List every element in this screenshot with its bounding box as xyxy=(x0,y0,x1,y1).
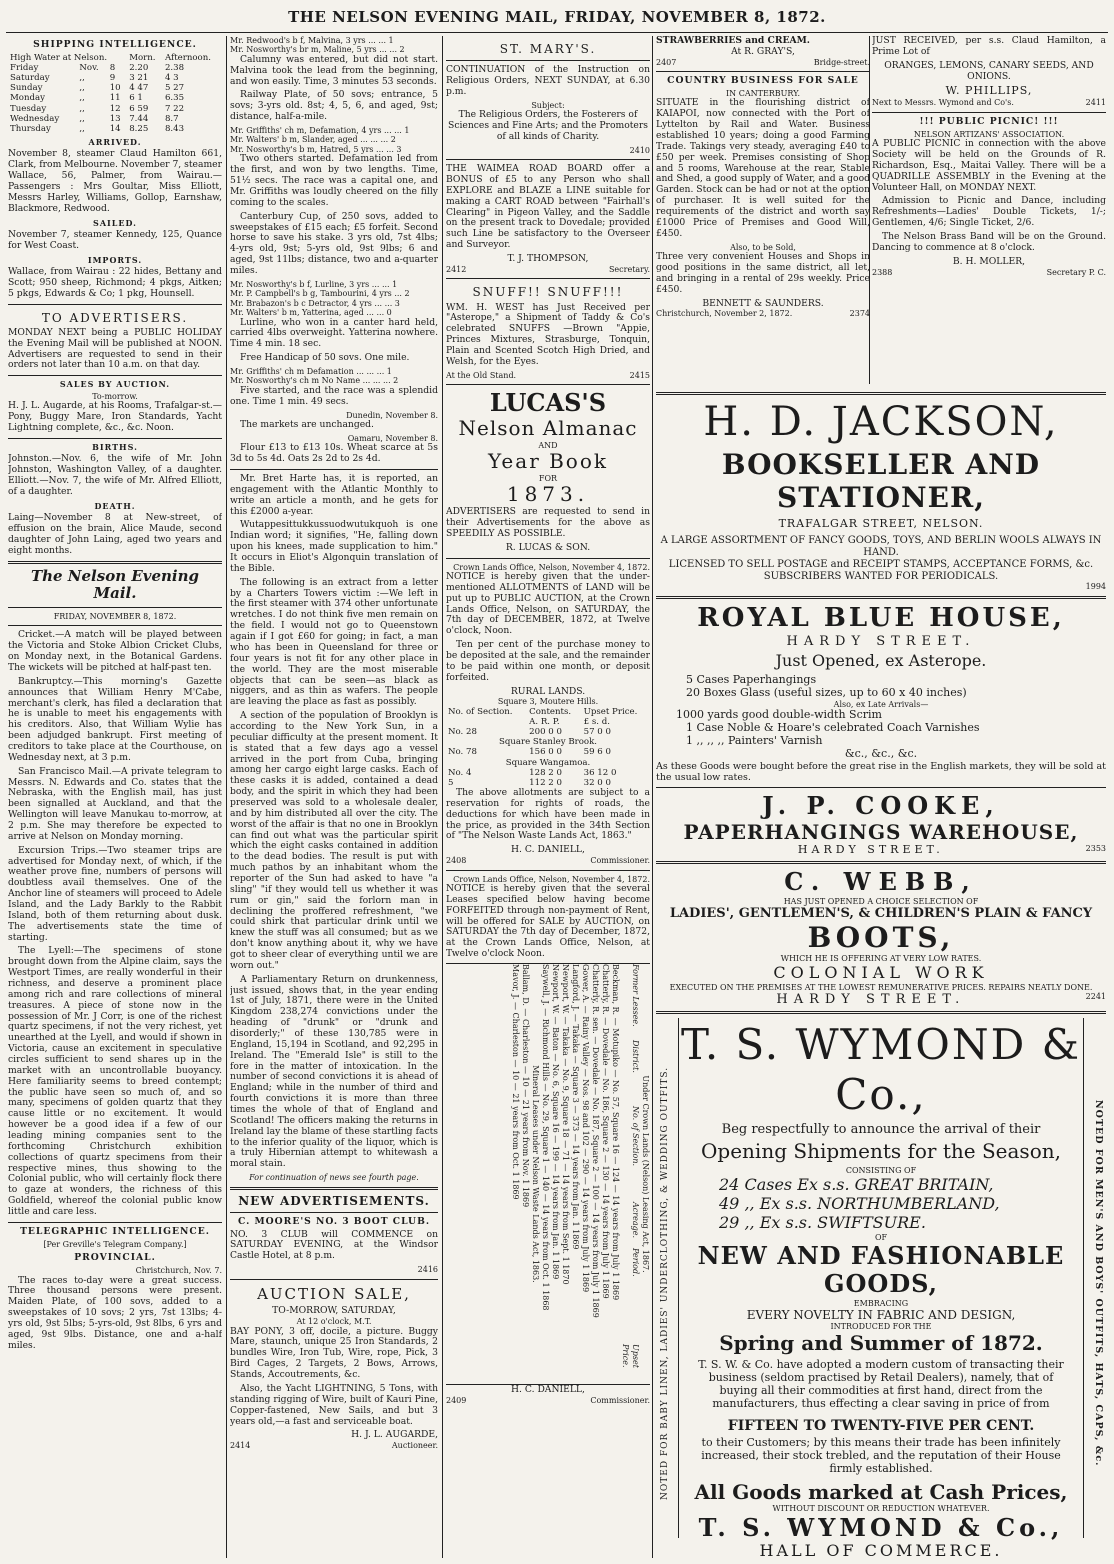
dateline: Dunedin, November 8. xyxy=(346,410,438,420)
imports-heading: IMPORTS. xyxy=(87,254,143,265)
business-signature: BENNETT & SAUNDERS. xyxy=(702,297,824,309)
auction-time: At 12 o'clock, M.T. xyxy=(296,1317,372,1327)
wymond-text: Opening Shipments for the Season, xyxy=(701,1138,1061,1163)
telegraphic-sub: [Per Greville's Telegram Company.] xyxy=(43,1239,187,1249)
news-paragraph: The races to-day were a great success. Three thousand persons were present. Maiden Plate, of 100 sovs, added to a sweepstakes of 10 sovs; 2 yrs, 7st 13lbs; 4-yrs old, 9st 5lbs; 5-yrs-old, 9st 8lbs, 6 yrs and aged, 9st 9lbs. Distance, one and a-half miles. xyxy=(8,1274,222,1351)
royal-sub: HARDY STREET. xyxy=(786,633,976,649)
st-marys-heading: ST. MARY'S. xyxy=(499,42,597,56)
waimea-signature: T. J. THOMPSON, xyxy=(507,253,589,265)
paper-title: The Nelson Evening Mail. xyxy=(30,566,200,603)
news-paragraph: Wutappesittukkussuodwutukquoh is one Indian word; it signifies, "He, falling down upon his knees, made supplication to him." It occurs in Eliot's Algonquin translation of the Bible. xyxy=(230,519,438,574)
phillips-items: ORANGES, LEMONS, CANARY SEEDS, AND ONIONS. xyxy=(884,59,1094,82)
business-text: SITUATE in the flourishing district of KAIAPOI, now connected with the Port of Lyttelton by Rail and Water. Business established 10 years; doing a good Farming Trade. Takings very steady, averaging £40 to £50 per week. Premises consisting of Shop and 5 rooms, Warehouse at the rear, Stable and Shed, a good supply of Water, and a good Garden. Stock can be had or not at the option of purchaser. It is well suited for the requirements of the district and worth say £1000 Price of Premises and Good Will, £450. xyxy=(656,97,870,239)
royal-item: Also, ex Late Arrivals— xyxy=(833,699,929,709)
land-table: No. of Section. Contents. Upset Price. A. R. P. £ s. d. No. 28 200 0 0 57 0 0 Square Stanley Brook. No. 78 156 0 0 59 6 0 Square Wangamoa. No. 4 128 2 0 36 12 0 5 112 2 0 32 0 0 xyxy=(446,707,650,788)
lucas-text: ADVERTISERS are requested to send in their Advertisements for the above as SPEEDILY AS POSSIBLE. xyxy=(446,506,650,539)
crown-lands-text: NOTICE is hereby given that the several Leases specified below having become FORFEITED through non-payment of Rent, will be offered for SALE by AUCTION, on SATURDAY the 7th day of December, 1872, at the Crown Lands Office, Nelson, at Twelve o'clock Noon. xyxy=(446,883,650,960)
table-row: Saywell, J. — Richmond Hills — No. 29, Square 1 — 140 — 14 years from Oct. 1 1868 xyxy=(541,964,550,1311)
st-marys-text: The Religious Orders, the Fosterers of Sciences and Fine Arts; and the Promoters of all kinds of Charity. xyxy=(448,109,648,142)
rural-heading: RURAL LANDS. xyxy=(510,685,586,697)
webb-text: COLONIAL WORK xyxy=(773,962,989,982)
column-4 xyxy=(656,36,870,384)
race-result: Mr. Nosworthy's b f, Lurline, 3 yrs ... ... 1 xyxy=(230,279,398,289)
race-result: Mr. Brabazon's b c Detractor, 4 yrs ... ... 3 xyxy=(230,298,400,308)
wymond-text: Beg respectfully to announce the arrival of their xyxy=(721,1121,1041,1137)
news-paragraph: Five started, and the race was a splendid one. Time 1 min. 49 secs. xyxy=(230,384,438,407)
jackson-text: LICENSED TO SELL POSTAGE and RECEIPT STAMPS, ACCEPTANCE FORMS, &c. SUBSCRIBERS WANTED FOR PERIODICALS. xyxy=(668,558,1094,582)
table-row: Monday ,, 11 6 1 6.35 xyxy=(10,93,185,104)
wymond-text: T. S. W. & Co. have adopted a modern custom of transacting their business (seldom practised by Retail Dealers), namely, that of buying all their commodities at first hand, direct from the manufacturers, thus effecting a clear saving in price of from xyxy=(698,1358,1064,1411)
sales-sub: To-morrow. xyxy=(92,391,138,401)
news-paragraph: Railway Plate, of 50 sovs; entrance, 5 sovs; 3-yrs old. 8st; 4, 5, 6, and aged, 9st; distance, half-a-mile. xyxy=(230,89,438,123)
table-row: Gower, A. — Rainy Valley — Nos. 98 and 102 — 290 — 14 years from July 1 1869 xyxy=(581,964,590,1293)
snuff-text: WM. H. WEST has Just Received per "Asterope," a Shipment of Taddy & Co's celebrated SNUFFS —Brown "Appie, Princes Mixtures, Strasburge, Tonquin, Plain and Scented Scotch High Dried, and Welsh, for the Eyes. xyxy=(446,301,650,367)
wymond-shipment: 24 Cases Ex s.s. GREAT BRITAIN, xyxy=(719,1174,994,1194)
auction-heading: AUCTION SALE, xyxy=(257,1284,411,1303)
wymond-shipment: 49 ,, Ex s.s. NORTHUMBERLAND, xyxy=(719,1193,1000,1213)
race-result: Mr. Nosworthy's ch m No Name ... ... ... 2 xyxy=(230,376,399,386)
news-paragraph: Lurline, who won in a canter hard held, carried 4lbs overweight. Yatterina nowhere. Time 4 min. 18 sec. xyxy=(230,316,438,350)
race-result: Mr. Griffiths' ch m Defamation ... ... ... 1 xyxy=(230,366,392,376)
news-paragraph: Canterbury Cup, of 250 sovs, added to sweepstakes of £15 each; £5 forfeit. Second horse to save his stake. 3 yrs old, 7st 4lbs; 4-yrs old, 9st; 5-yrs old, 9st 9lbs; 6 and aged, 9st 11lbs; distance, two and a-quarter miles. xyxy=(230,210,438,276)
royal-item: 1 ,, ,, ,, Painters' Varnish xyxy=(686,734,823,748)
sailed-heading: SAILED. xyxy=(93,217,137,228)
wymond-heading: T. S. WYMOND & Co., xyxy=(698,1512,1064,1542)
snuff-heading: SNUFF!! SNUFF!!! xyxy=(472,285,624,300)
column-rule xyxy=(652,36,653,1558)
boot-club-text: NO. 3 CLUB will COMMENCE on SATURDAY EVENING, at the Windsor Castle Hotel, at 8 p.m. xyxy=(230,1228,438,1262)
news-paragraph: Mr. Bret Harte has, it is reported, an engagement with the Atlantic Monthly to write an article a month, and he gets for this £2000 a-year. xyxy=(230,473,438,517)
royal-item: 20 Boxes Glass (useful sizes, up to 60 x 40 inches) xyxy=(686,685,967,699)
auction-role: Auctioneer. xyxy=(391,1441,438,1451)
webb-text: EXECUTED ON THE PREMISES AT THE LOWEST REMUNERATIVE PRICES. REPAIRS NEATLY DONE. xyxy=(669,982,1093,992)
arrived-heading: ARRIVED. xyxy=(88,136,142,147)
top-rule xyxy=(6,32,1108,33)
business-sub: IN CANTERBURY. xyxy=(726,89,800,99)
wymond-text: Spring and Summer of 1872. xyxy=(719,1330,1043,1355)
column-5 xyxy=(872,36,1106,384)
business-place: Christchurch, November 2, 1872. xyxy=(656,309,793,319)
phillips-signature: W. PHILLIPS, xyxy=(945,84,1033,98)
column-2 xyxy=(230,36,438,1558)
paper-date: FRIDAY, NOVEMBER 8, 1872. xyxy=(53,611,177,621)
advertisers-text: MONDAY NEXT being a PUBLIC HOLIDAY the Evening Mail will be published at NOON. Advertisers are requested to send in their orders not later than 10 a.m. on that day. xyxy=(8,326,222,371)
ad-number: 2241 xyxy=(1085,992,1106,1002)
webb-boots: BOOTS, xyxy=(807,921,955,955)
table-row: Wednesday ,, 13 7.44 8.7 xyxy=(10,113,179,124)
race-result: Mr. Nosworthy's b m, Hatred, 5 yrs ... ... 3 xyxy=(230,144,402,154)
news-paragraph: Excursion Trips.—Two steamer trips are advertised for Monday next, of which, if the weather prove fine, numbers of persons will doubtless avail themselves. One of the Anchor line of steamers will proceed to Adele Island, and the Lady Barkly to the Rabbit Island, both of them returning about dusk. The advertisements state the time of starting. xyxy=(8,844,222,943)
provincial-heading: PROVINCIAL. xyxy=(74,1252,156,1264)
cooke-sub: PAPERHANGINGS WAREHOUSE, xyxy=(683,819,1079,844)
phillips-address: Next to Messrs. Wymond and Co's. xyxy=(872,98,1014,108)
lease-caption: Under Crown Lands (Nelson) Leasing Act, 1867. xyxy=(641,1075,650,1273)
news-paragraph: Free Handicap of 50 sovs. One mile. xyxy=(240,352,410,364)
ad-number: 2388 xyxy=(872,267,893,277)
table-row: Thursday ,, 14 8.25 8.43 xyxy=(10,123,185,134)
square-heading: Square 3, Moutere Hills. xyxy=(497,697,599,707)
crown-lands-text: NOTICE is hereby given that the under-mentioned ALLOTMENTS of LAND will be put up to PUBLIC AUCTION, at the Crown Lands Office, Nelson, on SATURDAY, the 7th day of DECEMBER, 1872, at Twelve o'clock, Noon. xyxy=(446,570,650,637)
wymond-text: WITHOUT DISCOUNT OR REDUCTION WHATEVER. xyxy=(772,1504,990,1514)
picnic-role: Secretary P. C. xyxy=(1046,267,1106,277)
column-3 xyxy=(446,36,650,1558)
royal-item: 1 Case Noble & Hoare's celebrated Coach Varnishes xyxy=(686,721,980,735)
ad-number: 1994 xyxy=(1085,582,1106,592)
ad-number: 2416 xyxy=(417,1265,438,1275)
race-result: Mr. Nosworthy's br m, Maline, 5 yrs ... ... 2 xyxy=(230,45,405,55)
news-paragraph: The following is an extract from a letter by a Charters Towers victim :—We left in the first steamer with 374 other unfortunate wretches. I do not think five men remain on the field. I would not go to Queenstown again if I got £60 for going; in fact, a man who has been in Queensland for three or four years is not fit for any other place in the world. They are the most miserable objects that can be seen—as black as niggers, and as thin as wafers. The people are leaving the place as fast as possibly. xyxy=(230,576,438,708)
crown-signature: H. C. DANIELL, xyxy=(511,1384,585,1396)
wymond-heading: T. S. WYMOND & Co., xyxy=(680,1020,1081,1119)
wymond-shipment: 29 ,, Ex s.s. SWIFTSURE. xyxy=(719,1212,926,1232)
race-result: Mr. Walters' b m, Yatterina, aged ... ... 0 xyxy=(230,308,392,318)
ad-number: 2408 xyxy=(446,856,467,866)
lease-table: Under Crown Lands (Nelson) Leasing Act, 1867. Former Lessee. District. No. of Section. Acreage. Period. Upset Price. Beckman, R. — Motupiko — No. 57, Square 16 — 124 — 14 years from July 1 1869 Chatterly, R. — Dovedale — No. 186, Square 2 — 130 — 14 years from July 1 1869 Chatterly, R. sen. — Dovedale — No. 187, Square 2 — 100 — 14 years from July 1 1869 Gower, A. — Rainy Valley — Nos. 98 and 102 — 290 — 14 years from July 1 1869 Langford, J. — Takaka — Square 3 — 373 — 14 years from Jan. 1 1869 Newport, W. — Takaka — No. 9, Square 18 — 71 — 14 years from Sept. 1 1870 Newport, W. — Baton — No. 6, Square 16 — 199 — 14 years from Jan. 1 1869 Saywell, J. — Richmond Hills — No. 29, Square 1 — 140 — 14 years from Oct. 1 1868 Mineral Leases under Nelson Waste Lands Act, 1863. Ballam, D. — Charleston — 10 — 21 years from Nov. 1 1869 Mavor, J. — Charleston — 10 — 21 years from Oct. 1 1869 xyxy=(446,963,650,1385)
lucas-signature: R. LUCAS & SON. xyxy=(505,541,591,553)
news-paragraph: The markets are unchanged. xyxy=(240,419,374,431)
sailed-text: November 7, steamer Kennedy, 125, Quance for West Coast. xyxy=(8,229,222,251)
royal-text: As these Goods were bought before the great rise in the English markets, they will be sold at the usual low rates. xyxy=(656,760,1106,784)
masthead: THE NELSON EVENING MAIL, FRIDAY, NOVEMBER 8, 1872. xyxy=(288,8,826,26)
table-row: Chatterly, R. sen. — Dovedale — No. 187, Square 2 — 100 — 14 years from July 1 1869 xyxy=(591,964,600,1318)
square-heading: Square Stanley Brook. xyxy=(498,737,598,748)
auction-signature: H. J. L. AUGARDE, xyxy=(351,1429,438,1441)
sales-text: H. J. L. Augarde, at his Rooms, Trafalgar-st.— Pony, Buggy Mare, Iron Standards, Yacht Lightning complete, &c., &c. Noon. xyxy=(8,400,222,433)
business-also: Also, to be Sold, xyxy=(730,242,796,252)
wymond-ad xyxy=(656,1018,1106,1558)
table-row: 5 112 2 0 32 0 0 xyxy=(448,777,611,788)
race-result: Mr. Redwood's b f, Malvina, 3 yrs ... ... 1 xyxy=(230,36,394,45)
continuation-note: For continuation of news see fourth page. xyxy=(249,1173,419,1183)
picnic-sub: NELSON ARTIZANS' ASSOCIATION. xyxy=(913,129,1065,139)
picnic-heading: !!! PUBLIC PICNIC! !!! xyxy=(919,115,1059,127)
auction-text: Also, the Yacht LIGHTNING, 5 Tons, with standing rigging of Wire, built of Kauri Pine, Copper-fastened, New Sails, and but 3 years old,—a fast and serviceable boat. xyxy=(230,1382,438,1427)
sales-heading: SALES BY AUCTION. xyxy=(59,379,171,390)
picnic-signature: B. H. MOLLER, xyxy=(952,255,1026,267)
lucas-title: Nelson Almanac xyxy=(458,416,638,441)
table-row: Ballam, D. — Charleston — 10 — 21 years from Nov. 1 1869 xyxy=(521,964,530,1208)
jackson-heading: H. D. JACKSON, xyxy=(703,399,1059,445)
st-marys-text: CONTINUATION of the Instruction on Religious Orders, NEXT SUNDAY, at 6.30 p.m. xyxy=(446,64,650,97)
news-paragraph: Bankruptcy.—This morning's Gazette announces that William Henry M'Cabe, merchant's clerk, has filed a declaration that he is unable to meet his engagements with his creditors. Also, that William Wylie has been adjudged bankrupt. First meeting of creditors to take place at the Courthouse, on Wednesday next, at 3 p.m. xyxy=(8,675,222,763)
new-adverts-heading: NEW ADVERTISEMENTS. xyxy=(238,1193,430,1208)
news-paragraph: San Francisco Mail.—A private telegram to Messrs. N. Edwards and Co. states that the Nebraska, with the English mail, has just been signalled at Auckland, and that the Wellington will leave Manukau to-morrow, at 2 p.m. She may therefore be expected to arrive at Nelson on Monday morning. xyxy=(8,765,222,842)
table-row: Sunday ,, 10 4 47 5 27 xyxy=(10,83,185,94)
st-marys-sub: Subject: xyxy=(531,100,565,110)
column-rule xyxy=(226,36,227,1558)
table-row: No. 4 128 2 0 36 12 0 xyxy=(448,767,617,778)
wymond-text: EMBRACING xyxy=(853,1298,909,1308)
webb-text: WHICH HE IS OFFERING AT VERY LOW RATES. xyxy=(780,954,982,964)
lease-caption: Mineral Leases under Nelson Waste Lands Act, 1863. xyxy=(531,1065,540,1283)
boot-club-heading: C. MOORE'S NO. 3 BOOT CLUB. xyxy=(237,1215,431,1227)
wymond-right-banner: NOTED FOR MEN'S AND BOYS' OUTFITS, HATS, CAPS, &c. xyxy=(1093,1100,1104,1467)
phillips-text: JUST RECEIVED, per s.s. Claud Hamilton, a Prime Lot of xyxy=(872,36,1106,57)
ad-number: 2409 xyxy=(446,1395,467,1405)
ad-number: 2410 xyxy=(629,145,650,155)
strawberry-text: At R. GRAY'S, xyxy=(731,45,795,57)
table-row: Chatterly, R. — Dovedale — No. 186, Square 2 — 130 — 14 years from July 1 1869 xyxy=(601,964,610,1299)
ad-number: 2374 xyxy=(849,309,870,319)
crown-role: Commissioner. xyxy=(590,856,650,866)
race-result: Mr. P. Campbell's b g, Tambourini, 4 yrs ... 2 xyxy=(230,289,410,299)
crown-signature: H. C. DANIELL, xyxy=(511,844,585,856)
jackson-sub: BOOKSELLER AND STATIONER, xyxy=(721,448,1041,515)
picnic-text: The Nelson Brass Band will be on the Ground. Dancing to commence at 8 o'clock. xyxy=(872,231,1106,253)
tide-head: Morn. xyxy=(129,52,156,63)
picnic-text: Admission to Picnic and Dance, including Refreshments—Ladies' Double Tickets, 1/-; Gentlemen, 4/6; Single Ticket, 2/6. xyxy=(872,195,1106,229)
business-text: Three very convenient Houses and Shops in good positions in the same district, all let, and bringing in a rental of 29s weekly. Price £450. xyxy=(656,251,870,295)
dateline: Oamaru, November 8. xyxy=(347,433,438,443)
wymond-text: to their Customers; by this means their trade has been infinitely increased, their stock trebled, and the reputation of their House firmly established. xyxy=(701,1435,1061,1475)
cooke-address: HARDY STREET. xyxy=(797,843,944,857)
royal-item: 5 Cases Paperhangings xyxy=(686,672,817,686)
ad-number: 2414 xyxy=(230,1441,251,1451)
ad-number: 2415 xyxy=(629,370,650,380)
royal-heading: ROYAL BLUE HOUSE, xyxy=(697,602,1065,633)
tide-head: Afternoon. xyxy=(164,52,212,63)
wymond-text: CONSISTING OF xyxy=(845,1166,917,1176)
wymond-left-banner: NOTED FOR BABY LINEN, LADIES' UNDERCLOTHING, & WEDDING OUTFITS. xyxy=(660,1066,670,1500)
lucas-title: LUCAS'S xyxy=(489,388,607,418)
news-paragraph: The Lyell:—The specimens of stone brought down from the Alpine claim, says the Westport Times, are really wonderful in their richness, and deserve a prominent place among rich and rare collections of mineral treasures. A piece of stone now in the possession of Mr. J Corr, is one of the richest quartz specimens, if not the very richest, yet unearthed at the Lyell, and would if shown in Victoria, cause an excitement in speculative circles sufficient to send shares up in the market with an uncontrollable buoyancy. Here familiarity seems to breed contempt; the public have seen so much of, and so many, specimens of golden quartz that they cause little or no excitement. It would however be a good idea if a few of our leading mining companies sent to the forthcoming Christchurch exhibition collections of quartz specimens from their respective mines, thus showing to the Colonial public, who will certainly flock there to gaze at wonders, the richness of this Goldfield, whereof the colonial public know little and care less. xyxy=(8,945,222,1218)
telegraphic-heading: TELEGRAPHIC INTELLIGENCE. xyxy=(20,1225,210,1237)
news-paragraph: Two others started. Defamation led from the first, and won by two lengths. Time, 51½ secs. The race was a capital one, and Mr. Griffiths was loudly cheered on the filly coming to the scales. xyxy=(230,153,438,208)
race-result: Mr. Walters' b m, Slander, aged ... ... ... 2 xyxy=(230,135,396,145)
wymond-text: NEW AND FASHIONABLE GOODS, xyxy=(697,1240,1065,1299)
cooke-heading: J. P. COOKE, xyxy=(762,791,1000,821)
dateline: Crown Lands Office, Nelson, November 4, 1872. xyxy=(453,562,650,572)
royal-item: 1000 yards good double-width Scrim xyxy=(676,708,882,722)
ad-number: 2411 xyxy=(1085,98,1106,108)
waimea-role: Secretary. xyxy=(608,264,650,274)
table-row: No. 78 156 0 0 59 6 0 xyxy=(448,747,611,758)
births-text: Johnston.—Nov. 6, the wife of Mr. John Johnston, Washington Valley, of a daughter. Elliott.—Nov. 7, the wife of Mr. Alfred Elliott, of a daughter. xyxy=(8,453,222,497)
table-row: Tuesday ,, 12 6 59 7 22 xyxy=(10,103,185,114)
snuff-place: At the Old Stand. xyxy=(446,370,517,380)
ad-number: 2407 xyxy=(656,57,677,67)
advertisers-heading: TO ADVERTISERS. xyxy=(41,310,189,325)
webb-text: LADIES', GENTLEMEN'S, & CHILDREN'S PLAIN & FANCY xyxy=(669,906,1093,921)
table-row: Langford, J. — Takaka — Square 3 — 373 — 14 years from Jan. 1 1869 xyxy=(571,964,580,1250)
births-heading: BIRTHS. xyxy=(92,441,138,452)
jackson-text: A LARGE ASSORTMENT OF FANCY GOODS, TOYS, AND BERLIN WOOLS ALWAYS IN HAND. xyxy=(660,535,1102,559)
table-row: Newport, W. — Takaka — No. 9, Square 18 — 71 — 14 years from Sept. 1 1870 xyxy=(561,964,570,1285)
wymond-text: OF xyxy=(874,1232,888,1242)
wymond-text: EVERY NOVELTY IN FABRIC AND DESIGN, xyxy=(746,1308,1016,1323)
waimea-text: THE WAIMEA ROAD BOARD offer a BONUS of £5 to any Person who shall EXPLORE and BLAZE a LINE suitable for making a CART ROAD between "Fairhall's Clearing" in Pigeon Valley, and the Saddle on the present track to Dovedale; provided such Line be satisfactory to the Overseer and Surveyor. xyxy=(446,163,650,251)
ad-number: 2412 xyxy=(446,264,467,274)
arrived-text: November 8, steamer Claud Hamilton 661, Clark, from Melbourne. November 7, steamer Wallace, 56, Palmer, from Wairau.—Passengers : Mrs Goultar, Miss Elliott, Messrs Harley, Williams, Gollop, Earnshaw, Blackmore, Redwood. xyxy=(8,148,222,214)
race-result: Mr. Griffiths' ch m, Defamation, 4 yrs ... ... 1 xyxy=(230,126,410,136)
table-row: Saturday ,, 9 3 21 4 3 xyxy=(10,73,179,84)
imports-text: Wallace, from Wairau : 22 hides, Bettany and Scott; 950 sheep, Richmond; 4 pkgs, Aitken; 5 pkgs, Edwards & Co; 1 pkg, Hounsell. xyxy=(8,266,222,299)
news-paragraph: A Parliamentary Return on drunkenness, just issued, shows that, in the year ending 1st of July, 1871, there were in the United Kingdom 238,274 convictions under the heading of "drunk" or "drunk and disorderly;" of these 130,785 were in England, 15,194 in Scotland, and 92,295 in Ireland. The "Emerald Isle" is still to the fore in the matter of intoxication. In the number of second convictions it is ahead of England; while in the number of third and fourth convictions it is more than three times the whole of that of England and Scotland! The officers making the returns in Ireland lay the blame of these startling facts to the inferior quality of the liquor, which is a truly Hibernian attempt to whitewash a moral stain. xyxy=(230,973,438,1170)
wymond-text: All Goods marked at Cash Prices, xyxy=(694,1479,1068,1504)
news-paragraph: Flour £13 to £13 10s. Wheat scarce at 5s 3d to 5s 4d. Oats 2s 2d to 2s 4d. xyxy=(230,442,438,465)
lucas-year: 1873. xyxy=(506,482,590,507)
auction-text: BAY PONY, 3 off, docile, a picture. Buggy Mare, staunch, unique 25 Iron Standards, 2 bundles Wire, Iron Tub, Wire, rope, Pick, 3 Bird Cages, 2 Targets, 2 Bows, Arrows, Stands, Accoutrements, &c. xyxy=(230,1325,438,1381)
picnic-text: A PUBLIC PICNIC in connection with the above Society will be held on the Grounds of R. Richardson, Esq., Maitai Valley. There will be a QUADRILLE ASSEMBLY in the Evening at the Volunteer Hall, on MONDAY NEXT. xyxy=(872,138,1106,193)
webb-address: HARDY STREET. xyxy=(776,992,966,1008)
lucas-for: FOR xyxy=(538,474,558,484)
table-row: Mavor, J. — Charleston — 10 — 21 years from Oct. 1 1869 xyxy=(511,964,520,1200)
wymond-text: INTRODUCED FOR THE xyxy=(830,1322,932,1332)
column-rule xyxy=(442,36,443,1558)
news-paragraph: Calumny was entered, but did not start. Malvina took the lead from the beginning, and won easily. Time, 3 minutes 53 seconds. xyxy=(230,53,438,87)
table-row: No. 28 200 0 0 57 0 0 xyxy=(448,727,611,738)
news-paragraph: Cricket.—A match will be played between the Victoria and Stoke Albion Cricket Clubs, on Monday next, in the Botanical Gardens. The wickets will be pitched at half-past ten. xyxy=(8,629,222,673)
shipping-heading: SHIPPING INTELLIGENCE. xyxy=(33,39,197,50)
wymond-text: HALL OF COMMERCE. xyxy=(759,1540,1003,1558)
column-1 xyxy=(8,36,222,1558)
table-row: Friday Nov. 8 2.20 2.38 xyxy=(10,63,185,73)
news-paragraph: A section of the population of Brooklyn is according to the New York Sun, in a peculiar difficulty at the present moment. It is stated that a few days ago a vessel arrived in the port from Cuba, bringing among her cargo eight large casks. Each of these casks it is added, contained a dead body, and the spirit in which they had been preserved was sold to a wholesale dealer, and by him distributed all over the city. The worst of the affair is that no one in Brooklyn can find out what was the particular spirit which the eight casks contained in addition to the dead bodies. The result is put with much pathos by an inhabitant whom the reporter of the Sun had asked to have "a sling" "if they would tell us whether it was rum or gin," said the forlorn man in declining the proffered refreshment, "we could shirk that particular drink until we knew the stuff was all consumed; but as we don't know anything about it, why we have got to sheer clear of everything until we are worn out." xyxy=(230,710,438,971)
lucas-title: Year Book xyxy=(487,449,609,474)
dateline: Christchurch, Nov. 7. xyxy=(135,1266,222,1276)
dateline: Crown Lands Office, Nelson, November 4, 1872. xyxy=(453,874,650,884)
crown-lands-text: Ten per cent of the purchase money to be deposited at the sale, and the remainder to be paid within one month, or deposit forfeited. xyxy=(446,639,650,683)
wide-ads xyxy=(656,388,1106,1558)
webb-heading: C. WEBB, xyxy=(784,867,978,897)
webb-text: HAS JUST OPENED A CHOICE SELECTION OF xyxy=(783,896,979,906)
crown-lands-text: The above allotments are subject to a reservation for rights of roads, the deductions for which have been made in the price, as provided in the 34th Section of "The Nelson Waste Lands Act, 1863." xyxy=(446,786,650,842)
crown-role: Commissioner. xyxy=(590,1395,650,1405)
table-row: Newport, W. — Baton — No. 6, Square 16 — 199 — 14 years from Jan. 1 1869 xyxy=(551,964,560,1280)
death-heading: DEATH. xyxy=(94,500,136,511)
tide-table xyxy=(8,53,222,134)
death-text: Laing—November 8 at New-street, of effusion on the brain, Alice Maude, second daughter of John Laing, aged two years and eight months. xyxy=(8,512,222,556)
tide-head: High Water at Nelson. xyxy=(10,52,108,63)
strawberry-place: Bridge-street. xyxy=(813,57,870,67)
table-row: Beckman, R. — Motupiko — No. 57, Square 16 — 124 — 14 years from July 1 1869 xyxy=(611,964,620,1301)
square-heading: Square Wangamoa. xyxy=(505,757,591,768)
jackson-address: TRAFALGAR STREET, NELSON. xyxy=(778,517,984,531)
lucas-and: AND xyxy=(538,441,558,451)
wymond-text: FIFTEEN TO TWENTY-FIVE PER CENT. xyxy=(727,1418,1035,1435)
royal-item: &c., &c., &c. xyxy=(844,747,918,760)
royal-text: Just Opened, ex Asterope. xyxy=(775,650,987,670)
strawberry-heading: STRAWBERRIES and CREAM. xyxy=(656,36,810,46)
ad-number: 2353 xyxy=(1085,844,1106,854)
business-heading: COUNTRY BUSINESS FOR SALE xyxy=(667,75,859,87)
auction-sub: TO-MORROW, SATURDAY, xyxy=(272,1305,396,1317)
